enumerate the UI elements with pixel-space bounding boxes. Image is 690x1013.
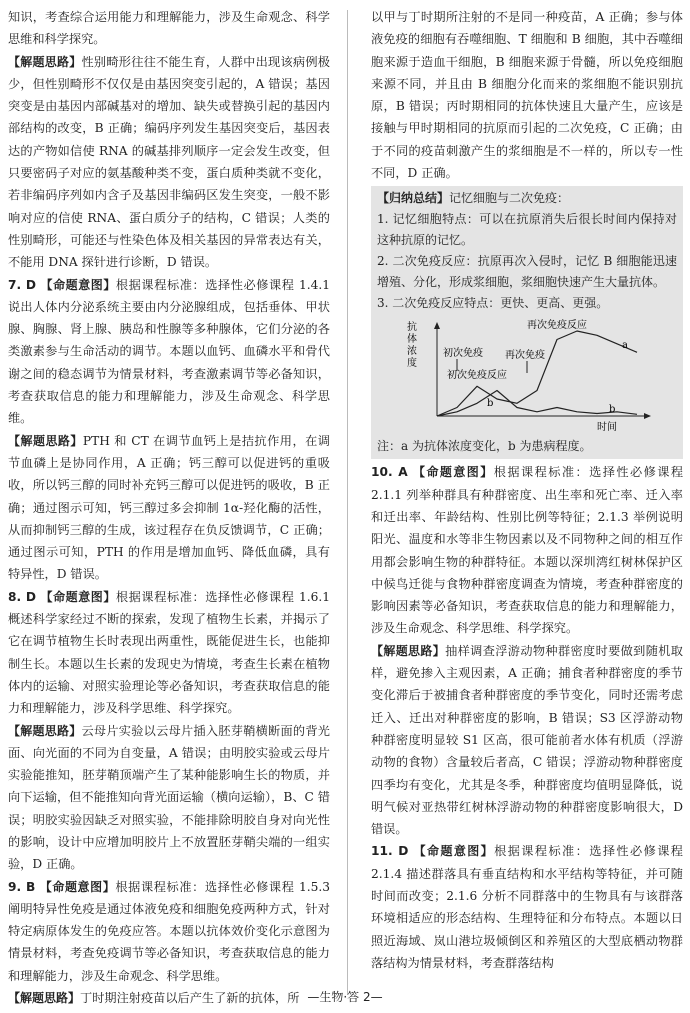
- question-number: 10. A: [371, 465, 408, 480]
- paragraph: [371, 640, 683, 841]
- y-axis-label: 抗体浓度: [407, 322, 417, 370]
- summary-line: 1. 记忆细胞特点：可以在抗原消失后很长时间内保持对这种抗原的记忆。: [377, 212, 677, 248]
- x-axis-arrow: [644, 413, 651, 419]
- section-tag: 【命题意图】: [40, 277, 116, 292]
- section-tag: 【解题思路】: [8, 991, 81, 1006]
- question-number: 11. D: [371, 844, 409, 859]
- series-label: b: [609, 404, 616, 416]
- paragraph-text: 丁时期注射疫苗以后产生了新的抗体，所: [80, 991, 300, 1006]
- summary-title: [377, 188, 677, 209]
- chart-note: 注：a 为抗体浓度变化，b 为患病程度。: [377, 439, 592, 454]
- paragraph: 以甲与丁时期所注射的不是同一种疫苗，A 正确；参与体液免疫的细胞有吞噬细胞、T 细胞和 B 细胞，其中吞噬细胞来源于造血干细胞，B 细胞来源于骨髓，所以免疫细胞来源不同，并且由 B 细胞分化而来的浆细胞不能识别抗原，B 错误；丙时期相同的抗体快速且大量产生，应该是接触与甲时期相同的抗原而引起的二次免疫，C 正确；由于不同的疫苗刺激产生的浆细胞是不一样的，所以专一性不同，D 正确。: [371, 10, 683, 181]
- page-footer: —生物·答 2—: [307, 990, 383, 1004]
- paragraph-text: 抽样调查浮游动物种群密度时要做到随机取样，避免掺入主观因素，A 正确；捕食者种群密度的季节变化滞后于被捕食者种群密度的季节变化，同时还需考虑迁入、迁出对种群密度的影响，B 错误；S3 区浮游动物种群密度明显较 S1 区高，很可能前者水体有机质（浮游动物的食物）含量较后者高，C 错误；浮游动物种群密度四季均有变化，尤其是冬季，种群密度均值明显降低，说明气候对亚热带红树林浮游动物的种群密度影响很大，D 错误。: [371, 643, 683, 837]
- section-tag: 【命题意图】: [39, 879, 116, 894]
- series-line-b: [437, 391, 637, 417]
- summary-line: 3. 二次免疫反应特点：更快、更高、更强。: [377, 296, 609, 311]
- right-column: [371, 6, 683, 974]
- question-10: [371, 461, 683, 639]
- paragraph-text: 根据课程标准：选择性必修课程 1.4.1 说出人体内分泌系统主要由内分泌腺组成，包括垂体、甲状腺、胸腺、肾上腺、胰岛和性腺等多种腺体，它们分泌的各类激素参与生命活动的调节。本题以血钙、血磷水平和骨代谢之间的稳态调节为情景材料，考查激素调节等必备知识，考查获取信息的能力和理解能力，涉及生命观念、科学思维。: [8, 277, 330, 426]
- column-divider: [347, 10, 348, 995]
- series-label: a: [622, 340, 628, 352]
- section-tag: 【命题意图】: [413, 465, 494, 480]
- section-tag: 【命题意图】: [40, 589, 116, 604]
- question-number: 7. D: [8, 277, 37, 292]
- x-axis-label: 时间: [597, 422, 617, 434]
- paragraph-text: 根据课程标准：选择性必修课程 1.6.1 概述科学家经过不断的探索，发现了植物生长素，并揭示了它在调节植物生长时表现出两重性，既能促进生长，也能抑制生长。本题以生长素的发现史为情境，考查生长素在植物体内的运输、对照实验理论等必备知识，考查获取信息的能力和理解能力，涉及科学思维、科学探究。: [8, 589, 330, 716]
- chart-svg: [377, 316, 677, 436]
- antibody-chart: [377, 316, 677, 436]
- question-number: 9. B: [8, 879, 36, 894]
- annotation-primary-response: 初次免疫反应: [447, 370, 507, 382]
- section-tag: 【解题思路】: [8, 54, 82, 69]
- summary-line: 2. 二次免疫反应：抗原再次入侵时，记忆 B 细胞能迅速增殖、分化，形成浆细胞，浆细胞快速产生大量抗体。: [377, 254, 677, 290]
- paragraph-text: 性别畸形往往不能生育，人群中出现该病例极少，但性别畸形不仅仅是由基因突变引起的，A 错误；基因突变是由基因内部碱基对的增加、缺失或替换引起的基因内部结构的改变，B 正确；编码序列发生基因突变后，基因表达的产物如信使 RNA 的碱基排列顺序一定会发生改变，但只要密码子对应的氨基酸种类不变，蛋白质种类就不变化，若非编码序列如内含子及基因非编码区发生突变，一般不影响对应的信使 RNA、蛋白质分子的结构，C 错误；人类的性别畸形，可能还与性染色体及相关基因的异常表达有关，不能用 DNA 探针进行诊断，D 错误。: [8, 54, 330, 270]
- left-column: [8, 6, 330, 1009]
- paragraph-text: 云母片实验以云母片插入胚芽鞘横断面的背光面、向光面的不同为自变量，A 错误；由明胶实验或云母片实验能推知，胚芽鞘顶端产生了某种能影响生长的物质，并向下运输，但不能推知向背光面运输（横向运输），B、C 错误；明胶实验因缺乏对照实验，不能排除明胶自身对向光性的影响，设计中应增加明胶片上不放置胚芽鞘尖端的一组实验，D 正确。: [8, 723, 330, 872]
- section-tag: 【命题意图】: [413, 844, 495, 859]
- section-tag: 【解题思路】: [8, 433, 83, 448]
- paragraph-text: 根据课程标准：选择性必修课程 2.1.4 描述群落具有垂直结构和水平结构等特征，并可随时间而改变；2.1.6 分析不同群落中的生物具有与该群落环境相适应的形态结构、生理特征和分布特点。本题以日照近海域、岚山港垃圾倾倒区和养殖区的大型底栖动物群落结构为情景材料，考查群落结构: [371, 844, 683, 970]
- question-7: [8, 274, 330, 430]
- annotation-second-immunization: 再次免疫: [505, 350, 545, 362]
- paragraph-text: 根据课程标准：选择性必修课程 2.1.1 列举种群具有种群密度、出生率和死亡率、迁入率和迁出率、年龄结构、性别比例等特征；2.1.3 举例说明阳光、温度和水等非生物因素以及不同物种之间的相互作用都会影响生物的种群特征。本题以深圳湾红树林保护区中候鸟迁徙与食物种群密度调查为情境，考查种群密度的影响因素等必备知识，考查获取信息的能力和理解能力，涉及生命观念、科学思维、科学探究。: [371, 465, 684, 636]
- annotation-first-immunization: 初次免疫: [443, 348, 483, 360]
- section-tag: 【归纳总结】: [377, 191, 450, 206]
- paragraph: [8, 720, 330, 876]
- question-9: [8, 876, 330, 987]
- paragraph: [8, 51, 330, 274]
- question-8: [8, 586, 330, 720]
- paragraph-text: 根据课程标准：选择性必修课程 1.5.3 阐明特异性免疫是通过体液免疫和细胞免疫两种方式，针对特定病原体发生的免疫应答。本题以抗体效价变化示意图为情景材料，考查免疫调节等必备知识，考查获取信息的能力和理解能力，涉及生命观念、科学思维。: [8, 879, 330, 983]
- series-label: b: [487, 398, 494, 410]
- section-tag: 【解题思路】: [371, 643, 446, 658]
- question-number: 8. D: [8, 589, 37, 604]
- paragraph-text: PTH 和 CT 在调节血钙上是拮抗作用，在调节血磷上是协同作用，A 正确；钙三醇可以促进钙的重吸收，所以钙三醇的同时补充钙三醇可以促进钙的吸收，B 正确；通过图示可知，钙三醇过多会抑制 1α-羟化酶的活性，从而抑制钙三醇的生成，该过程存在负反馈调节，C 正确；通过图示可知，PTH 的作用是增加血钙、降低血磷，具有特异性，D 错误。: [8, 433, 330, 582]
- paragraph: [8, 430, 330, 586]
- summary-title-text: 记忆细胞与二次免疫：: [449, 191, 570, 206]
- summary-box: [371, 186, 683, 459]
- question-11: [371, 840, 683, 974]
- section-tag: 【解题思路】: [8, 723, 82, 738]
- annotation-secondary-response: 再次免疫反应: [527, 320, 587, 332]
- y-axis-arrow: [434, 322, 440, 329]
- paragraph: 知识，考查综合运用能力和理解能力，涉及生命观念、科学思维和科学探究。: [8, 10, 330, 47]
